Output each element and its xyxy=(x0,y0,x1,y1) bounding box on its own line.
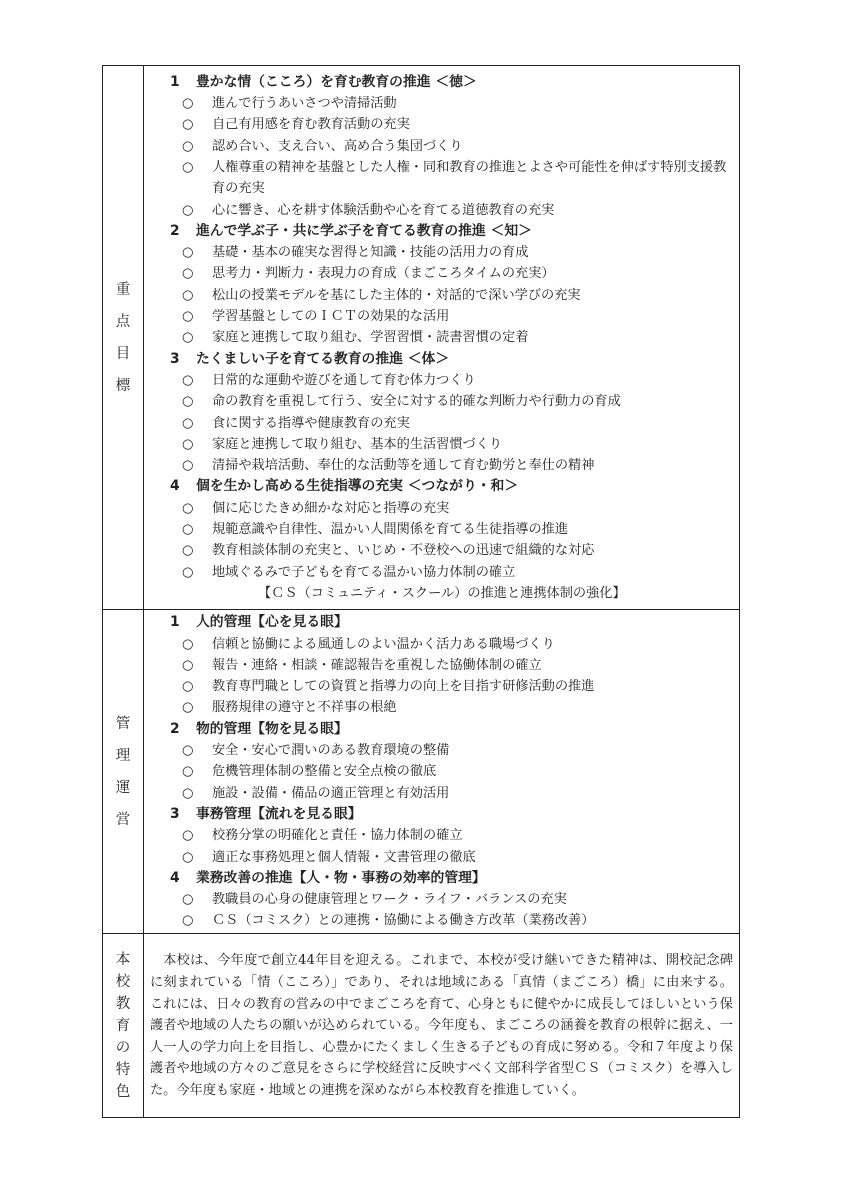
bullet-circle: ○ xyxy=(182,394,194,410)
list-item-text: 心に響き、心を耕す体験活動や心を育てる道徳教育の充実 xyxy=(212,202,555,218)
bullet-circle: ○ xyxy=(182,245,194,261)
list-item-text: 規範意識や自律性、温かい人間関係を育てる生徒指導の推進 xyxy=(212,522,569,538)
list-item xyxy=(148,306,735,327)
list-item-text: 施設・設備・備品の適正管理と有効活用 xyxy=(212,785,450,801)
list-item xyxy=(148,413,735,434)
list-item xyxy=(148,540,735,561)
bullet-circle: ○ xyxy=(182,543,194,559)
list-item xyxy=(148,889,735,910)
bullet-circle: ○ xyxy=(182,159,194,175)
list-item-text: 安全・安心で潤いのある教育環境の整備 xyxy=(212,743,450,759)
label-char: 目 xyxy=(115,345,131,362)
group-number: 2 xyxy=(170,222,180,239)
group-number: 4 xyxy=(170,869,180,886)
group-title: 事務管理【流れを見る眼】 xyxy=(196,805,362,822)
content-key-goals xyxy=(144,66,740,610)
list-item xyxy=(148,370,735,391)
list-item-text: 教育専門職としての資質と指導力の向上を目指す研修活動の推進 xyxy=(212,679,595,695)
group-heading xyxy=(148,349,735,370)
list-item xyxy=(148,157,735,200)
list-item-text: 地域ぐるみで子どもを育てる温かい協力体制の確立 xyxy=(212,564,516,580)
group-number: 3 xyxy=(170,805,180,822)
bullet-circle: ○ xyxy=(182,522,194,538)
list-item xyxy=(148,825,735,846)
list-item xyxy=(148,327,735,348)
bullet-circle: ○ xyxy=(182,913,194,929)
list-item-text: 清掃や栽培活動、奉仕的な活動等を通して育む勤労と奉仕の精神 xyxy=(212,458,595,474)
group-number: 4 xyxy=(170,478,180,495)
bullet-circle: ○ xyxy=(182,636,194,652)
list-item xyxy=(148,519,735,540)
list-item xyxy=(148,455,735,476)
row-management xyxy=(103,610,740,934)
list-item-text: ＣＳ（コミスク）との連携・協働による働き方改革（業務改善） xyxy=(212,913,595,929)
list-item-text: 命の教育を重視して行う、安全に対する的確な判断力や行動力の育成 xyxy=(212,394,621,410)
bullet-circle: ○ xyxy=(182,679,194,695)
bullet-circle: ○ xyxy=(182,785,194,801)
group-heading xyxy=(148,719,735,740)
bullet-circle: ○ xyxy=(182,564,194,580)
bullet-circle: ○ xyxy=(182,330,194,346)
group-number: 2 xyxy=(170,720,180,737)
bullet-circle: ○ xyxy=(182,117,194,133)
bullet-circle: ○ xyxy=(182,436,194,452)
group-title: たくましい子を育てる教育の推進 ＜体＞ xyxy=(196,350,450,367)
list-item-text: 思考力・判断力・表現力の育成（まごころタイムの充実） xyxy=(212,266,555,282)
list-item-text: 家庭と連携して取り組む、学習習慣・読書習慣の定着 xyxy=(212,330,529,346)
bullet-circle: ○ xyxy=(182,700,194,716)
list-item-text: 進んで行うあいさつや清掃活動 xyxy=(212,96,397,112)
list-item xyxy=(148,391,735,412)
list-item xyxy=(148,200,735,221)
list-item-text: 日常的な運動や遊びを通して育む体力つくり xyxy=(212,372,476,388)
group-heading xyxy=(148,612,735,633)
bullet-circle: ○ xyxy=(182,138,194,154)
list-item xyxy=(148,263,735,284)
list-item-text: 認め合い、支え合い、高め合う集団づくり xyxy=(212,138,463,154)
label-char: 管 xyxy=(115,715,131,732)
group-title: 進んで学ぶ子・共に学ぶ子を育てる教育の推進 ＜知＞ xyxy=(196,222,532,239)
list-item-text: 家庭と連携して取り組む、基本的生活習慣づくり xyxy=(212,436,503,452)
bullet-circle: ○ xyxy=(182,287,194,303)
list-item-text: 個に応じたきめ細かな対応と指導の充実 xyxy=(212,500,450,516)
group-heading xyxy=(148,868,735,889)
label-char: の xyxy=(115,1039,131,1056)
list-item xyxy=(148,285,735,306)
list-item xyxy=(148,634,735,655)
school-plan-table xyxy=(102,65,740,1118)
list-item-text: 危機管理体制の整備と安全点検の徹底 xyxy=(212,764,437,780)
group-heading xyxy=(148,72,735,93)
label-char: 育 xyxy=(115,1017,131,1034)
list-item xyxy=(148,697,735,718)
list-item xyxy=(148,242,735,263)
list-item xyxy=(148,562,735,583)
list-item xyxy=(148,136,735,157)
list-item xyxy=(148,910,735,931)
list-item-text: 教育相談体制の充実と、いじめ・不登校への迅速で組織的な対応 xyxy=(212,543,595,559)
label-key-goals xyxy=(103,66,144,610)
label-char: 標 xyxy=(115,377,131,394)
list-item xyxy=(148,740,735,761)
bullet-circle: ○ xyxy=(182,202,194,218)
group-note: 【ＣＳ（コミュニティ・スクール）の推進と連携体制の強化】 xyxy=(258,585,626,601)
bullet-circle: ○ xyxy=(182,743,194,759)
label-char: 校 xyxy=(115,973,131,990)
group-number: 1 xyxy=(170,614,180,631)
label-school-feature xyxy=(103,934,144,1118)
label-char: 理 xyxy=(115,747,131,764)
list-item xyxy=(148,498,735,519)
list-item xyxy=(148,114,735,135)
list-item-text: 教職員の心身の健康管理とワーク・ライフ・バランスの充実 xyxy=(212,892,567,908)
bullet-circle: ○ xyxy=(182,372,194,388)
label-char: 色 xyxy=(115,1083,131,1100)
list-item-text: 人権尊重の精神を基盤とした人権・同和教育の推進とよさや可能性を伸ばす特別支援教育の充実 xyxy=(212,159,727,197)
label-char: 営 xyxy=(115,811,131,828)
list-item-text: 信頼と協働による風通しのよい温かく活力ある職場づくり xyxy=(212,636,555,652)
list-item xyxy=(148,93,735,114)
list-item-text: 学習基盤としてのＩＣＴの効果的な活用 xyxy=(212,309,450,325)
bullet-circle: ○ xyxy=(182,849,194,865)
group-title: 物的管理【物を見る眼】 xyxy=(196,720,348,737)
bullet-circle: ○ xyxy=(182,458,194,474)
group-heading xyxy=(148,804,735,825)
label-char: 本 xyxy=(115,951,131,968)
label-char: 教 xyxy=(115,995,131,1012)
group-title: 業務改善の推進【人・物・事務の効率的管理】 xyxy=(196,869,486,886)
list-item xyxy=(148,783,735,804)
list-item xyxy=(148,676,735,697)
group-title: 人的管理【心を見る眼】 xyxy=(196,614,348,631)
list-item xyxy=(148,847,735,868)
list-item-text: 基礎・基本の確実な習得と知識・技能の活用力の育成 xyxy=(212,245,529,261)
group-title: 個を生かし高める生徒指導の充実 ＜つながり・和＞ xyxy=(196,478,519,495)
row-school-feature xyxy=(103,934,740,1118)
bullet-circle: ○ xyxy=(182,892,194,908)
bullet-circle: ○ xyxy=(182,828,194,844)
list-item xyxy=(148,434,735,455)
bullet-circle: ○ xyxy=(182,96,194,112)
bullet-circle: ○ xyxy=(182,657,194,673)
list-item-text: 適正な事務処理と個人情報・文書管理の徹底 xyxy=(212,849,476,865)
bullet-circle: ○ xyxy=(182,764,194,780)
group-number: 3 xyxy=(170,350,180,367)
list-item xyxy=(148,655,735,676)
feature-paragraph: 本校は、今年度で創立44年目を迎える。これまで、本校が受け継いできた精神は、開校記念碑に刻まれている「情（こころ）」であり、それは地域にある「真情（まごころ）橋」に由来する。これには、日々の教育の営みの中でまごころを育て、心身ともに健やかに成長してほしいという保護者や地域の人たちの願いが込められている。今年度も、まごころの涵養を教育の根幹に据え、一人一人の学力向上を目指し、心豊かにたくましく生きる子どもの育成に努める。令和７年度より保護者や地域の方々のご意見をさらに学校経営に反映すべく文部科学省型ＣＳ（コミスク）を導入した。今年度も家庭・地域との連携を深めながら本校教育を推進していく。 xyxy=(150,953,733,1098)
list-item-text: 食に関する指導や健康教育の充実 xyxy=(212,415,410,431)
group-number: 1 xyxy=(170,73,180,90)
label-char: 重 xyxy=(115,281,131,298)
bullet-circle: ○ xyxy=(182,500,194,516)
group-title: 豊かな情（こころ）を育む教育の推進 ＜徳＞ xyxy=(196,73,477,90)
row-key-goals xyxy=(103,66,740,610)
bullet-circle: ○ xyxy=(182,266,194,282)
label-char: 点 xyxy=(115,313,131,330)
list-item xyxy=(148,761,735,782)
bullet-circle: ○ xyxy=(182,415,194,431)
list-item-text: 服務規律の遵守と不祥事の根絶 xyxy=(212,700,397,716)
label-char: 特 xyxy=(115,1061,131,1078)
label-management xyxy=(103,610,144,934)
group-heading xyxy=(148,476,735,497)
content-school-feature xyxy=(144,934,740,1118)
list-item-text: 松山の授業モデルを基にした主体的・対話的で深い学びの充実 xyxy=(212,287,581,303)
group-heading xyxy=(148,221,735,242)
list-item-text: 自己有用感を育む教育活動の充実 xyxy=(212,117,410,133)
bullet-circle: ○ xyxy=(182,309,194,325)
label-char: 運 xyxy=(115,779,131,796)
list-item-text: 報告・連絡・相談・確認報告を重視した協働体制の確立 xyxy=(212,657,542,673)
list-item-text: 校務分掌の明確化と責任・協力体制の確立 xyxy=(212,828,463,844)
content-management xyxy=(144,610,740,934)
